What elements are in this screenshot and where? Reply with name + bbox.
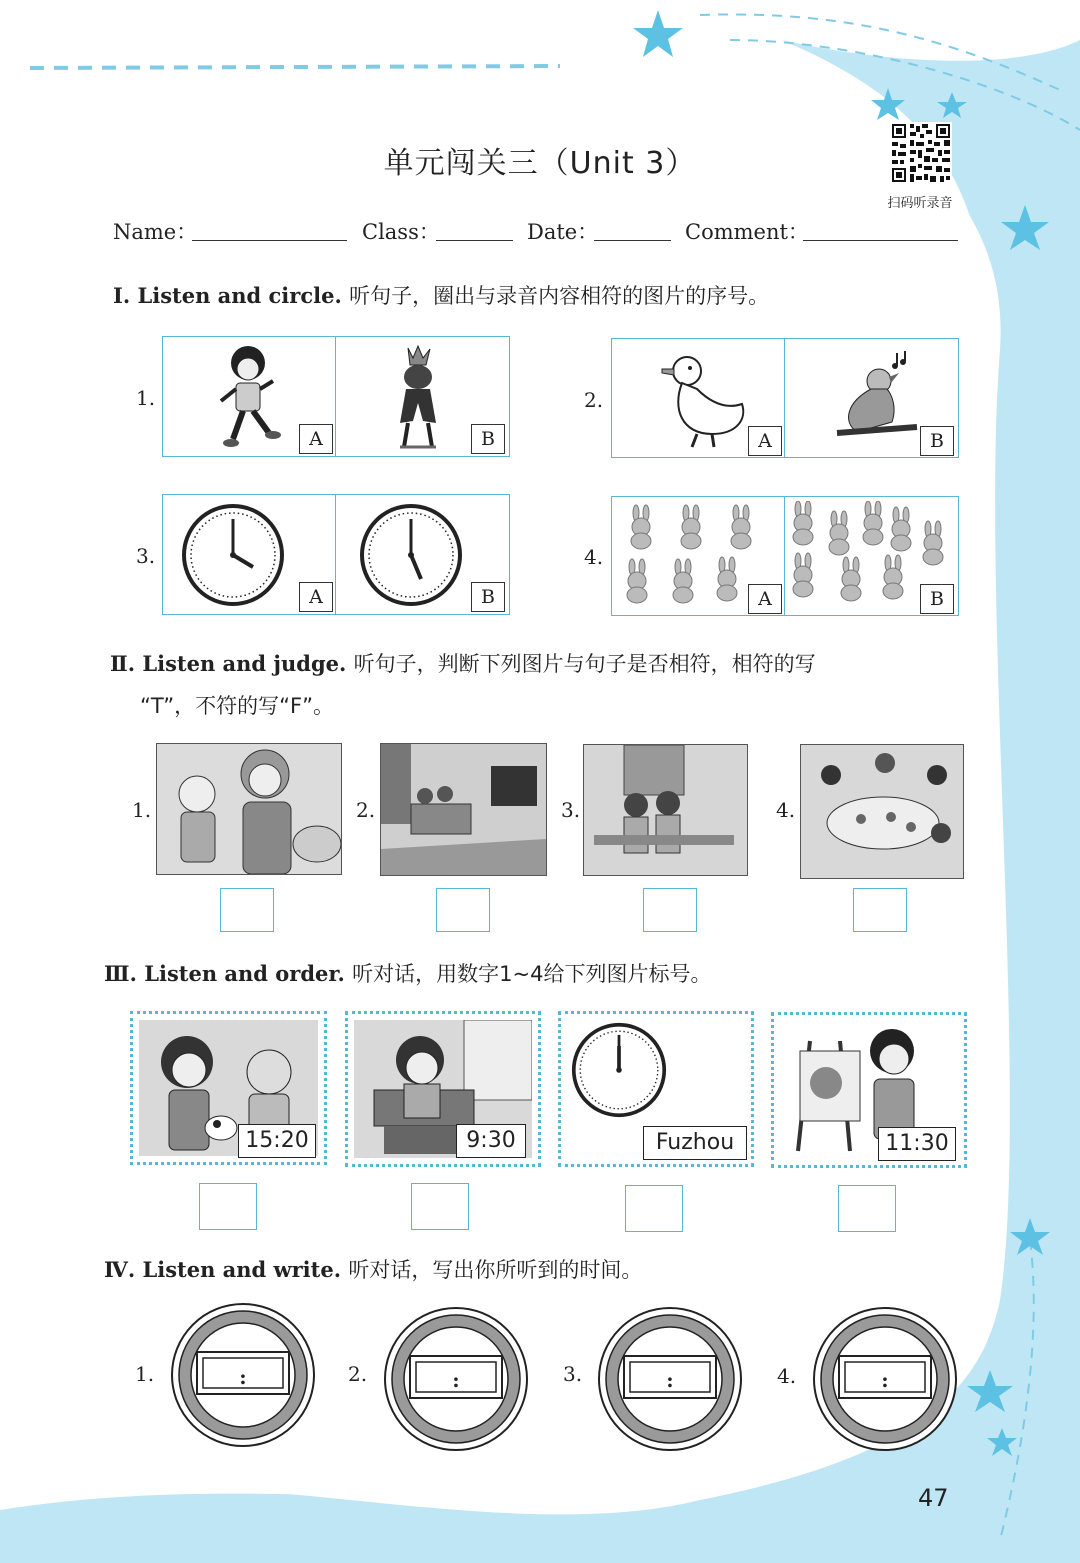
clock-icon xyxy=(359,503,463,607)
option-b-tag[interactable]: B xyxy=(920,584,954,614)
section-2-instruction-cont xyxy=(140,690,334,720)
scene-dinner-picture xyxy=(800,744,964,879)
picture-choice-group xyxy=(611,496,959,616)
scene-living-room-picture xyxy=(380,743,547,876)
section-3-instruction: 听对话，用数字1~4给下列图片标号。 xyxy=(352,962,712,986)
dinner-scene-icon xyxy=(801,745,963,878)
time-tag: 15:20 xyxy=(238,1124,316,1158)
cartoon-character-icon xyxy=(378,343,458,453)
name-label: Name： xyxy=(113,220,198,244)
section-3-title: Ⅲ. Listen and order. xyxy=(104,961,345,986)
item-number: 4. xyxy=(776,798,796,822)
scene-cooking-picture xyxy=(156,743,342,875)
section-1-heading xyxy=(113,280,769,310)
item-number: 1. xyxy=(132,798,152,822)
option-a-tag[interactable]: A xyxy=(748,584,782,614)
divider xyxy=(784,497,785,615)
picture-choice-group xyxy=(162,494,510,615)
time-tag: 11:30 xyxy=(878,1127,956,1161)
answer-box[interactable] xyxy=(643,888,697,932)
answer-box[interactable] xyxy=(411,1183,469,1230)
item-number: 4. xyxy=(584,545,604,569)
qr-caption: 扫码听录音 xyxy=(887,196,953,211)
answer-box[interactable] xyxy=(220,888,274,932)
singing-bird-icon xyxy=(827,347,927,447)
date-label: Date： xyxy=(527,220,599,244)
answer-box[interactable] xyxy=(838,1185,896,1232)
class-label: Class： xyxy=(362,220,440,244)
class-field[interactable] xyxy=(436,240,513,241)
option-a-tag[interactable]: A xyxy=(299,582,333,612)
item-number: 3. xyxy=(563,1362,583,1386)
date-field[interactable] xyxy=(594,240,671,241)
section-2-title: Ⅱ. Listen and judge. xyxy=(110,651,347,676)
item-number: 4. xyxy=(777,1364,797,1388)
scene-reading-picture xyxy=(583,744,748,876)
order-picture-frame xyxy=(130,1011,327,1165)
section-1-instruction: 听句子，圈出与录音内容相符的图片的序号。 xyxy=(349,284,770,308)
clock-icon xyxy=(181,503,285,607)
answer-box[interactable] xyxy=(625,1185,683,1232)
section-4-heading xyxy=(104,1254,642,1284)
option-a-tag[interactable]: A xyxy=(299,424,333,454)
time-colon[interactable]: : xyxy=(881,1368,889,1392)
section-2-heading xyxy=(110,648,970,678)
option-b-tag[interactable]: B xyxy=(471,582,505,612)
page-title: 单元闯关三（Unit 3） xyxy=(383,146,697,181)
answer-box[interactable] xyxy=(436,888,490,932)
answer-box[interactable] xyxy=(853,888,907,932)
time-tag: 9:30 xyxy=(456,1124,526,1158)
section-4-instruction: 听对话，写出你所听到的时间。 xyxy=(348,1258,643,1282)
item-number: 3. xyxy=(561,798,581,822)
option-a-tag[interactable]: A xyxy=(748,426,782,456)
order-picture-frame xyxy=(345,1011,541,1167)
section-4-title: Ⅳ. Listen and write. xyxy=(104,1257,342,1282)
name-field[interactable] xyxy=(192,240,347,241)
cooking-scene-icon xyxy=(157,744,341,874)
running-boy-icon xyxy=(203,341,293,451)
time-colon[interactable]: : xyxy=(666,1368,674,1392)
item-number: 3. xyxy=(136,544,156,568)
order-picture-frame xyxy=(558,1011,754,1167)
comment-label: Comment： xyxy=(685,220,809,244)
option-b-tag[interactable]: B xyxy=(920,426,954,456)
living-room-scene-icon xyxy=(381,744,546,875)
place-tag: Fuzhou xyxy=(643,1126,747,1160)
clock-icon xyxy=(571,1022,667,1118)
divider xyxy=(784,339,785,457)
picture-choice-group xyxy=(611,338,959,458)
item-number: 1. xyxy=(136,386,156,410)
divider xyxy=(335,495,336,614)
item-number: 1. xyxy=(135,1362,155,1386)
item-number: 2. xyxy=(348,1362,368,1386)
page-number: 47 xyxy=(918,1484,949,1512)
section-2-instruction: 听句子，判断下列图片与句子是否相符，相符的写 xyxy=(353,652,816,676)
time-colon[interactable]: : xyxy=(452,1368,460,1392)
qr-code-icon[interactable] xyxy=(890,122,952,184)
item-number: 2. xyxy=(584,388,604,412)
item-number: 2. xyxy=(356,798,376,822)
section-2-instruction-line2: “T”，不符的写“F”。 xyxy=(140,694,334,718)
option-b-tag[interactable]: B xyxy=(471,424,505,454)
section-3-heading xyxy=(104,958,711,988)
time-colon[interactable]: : xyxy=(239,1365,247,1389)
picture-choice-group xyxy=(162,336,510,457)
answer-box[interactable] xyxy=(199,1183,257,1230)
order-picture-frame xyxy=(771,1012,967,1168)
section-1-title: Ⅰ. Listen and circle. xyxy=(113,283,342,308)
duck-icon xyxy=(652,349,752,449)
comment-field[interactable] xyxy=(803,240,958,241)
reading-scene-icon xyxy=(584,745,747,875)
divider xyxy=(335,337,336,456)
